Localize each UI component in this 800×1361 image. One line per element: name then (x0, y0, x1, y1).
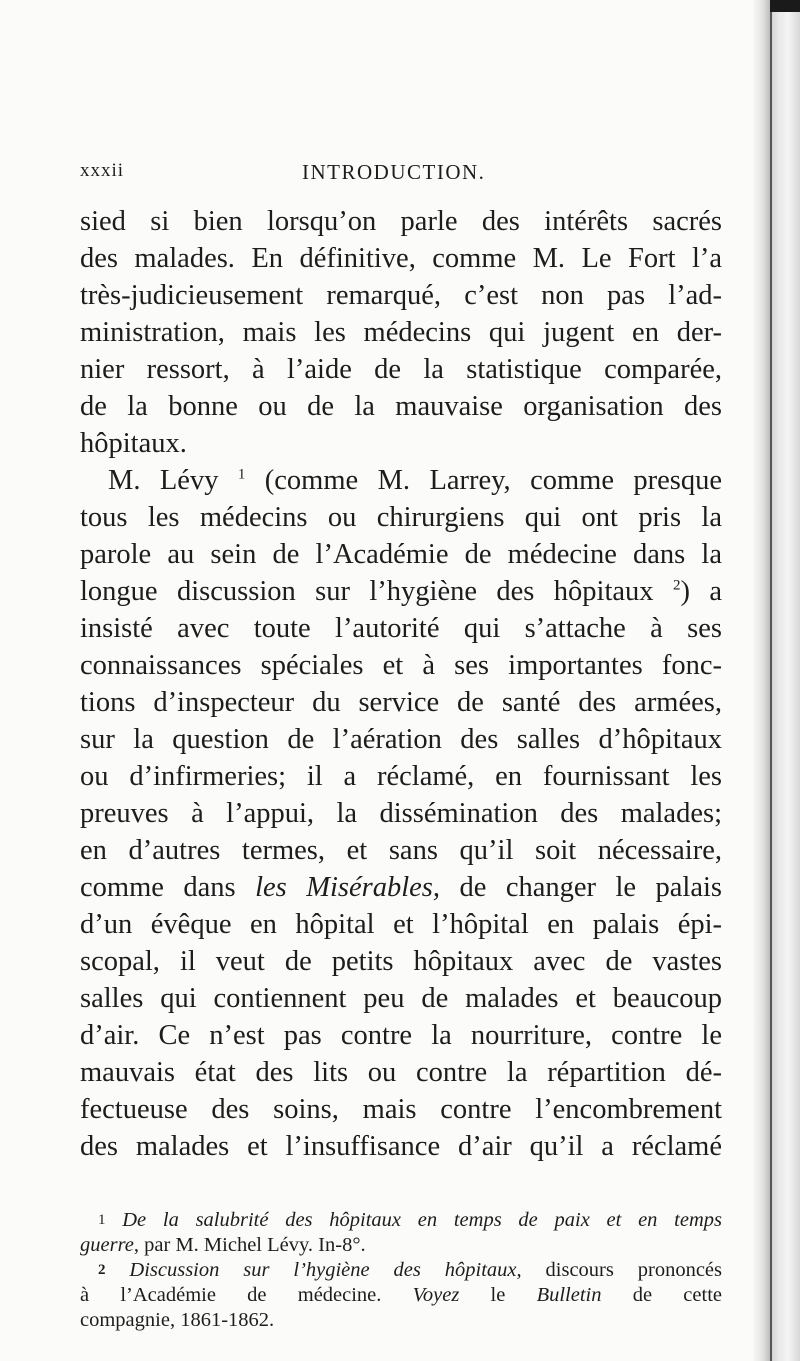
text-line: en d’autres termes, et sans qu’il soit nécessaire, (80, 835, 722, 866)
text-line: salles qui contiennent peu de malades et beaucoup (80, 983, 722, 1014)
footnote-text: discours prononcés (521, 1259, 722, 1281)
italic-title: les Misérables, (255, 872, 440, 903)
running-head (80, 160, 720, 190)
text-line: scopal, il veut de petits hôpitaux avec de vastes (80, 946, 722, 977)
text-fragment: ) a (680, 576, 722, 607)
text-line: des malades et l’insuffisance d’air qu’il a réclamé (80, 1131, 722, 1162)
footnote-italic: Bulletin (536, 1284, 602, 1306)
text-line: de la bonne ou de la mauvaise organisation des (80, 391, 722, 422)
footnote-ref: 1 (237, 466, 246, 483)
text-line: tions d’inspecteur du service de santé des armées, (80, 687, 722, 718)
text-fragment: longue discussion sur l’hygiène des hôpitaux (80, 576, 654, 607)
text-line: sur la question de l’aération des salles d’hôpitaux (80, 724, 722, 755)
text-line: fectueuse des soins, mais contre l’encombrement (80, 1094, 722, 1125)
text-line: insisté avec toute l’autorité qui s’attache à ses (80, 613, 722, 644)
page-number: xxxii (80, 160, 125, 181)
footnote-ref: 2 (672, 577, 681, 594)
footnote-text: , par M. Michel Lévy. In-8°. (133, 1234, 366, 1256)
text-fragment: (comme M. Larrey, comme presque (245, 465, 723, 496)
footnote-2-end: compagnie, 1861-1862. (80, 1309, 275, 1331)
text-line: nier ressort, à l’aide de la statistique comparée, (80, 354, 722, 385)
text-line: d’un évêque en hôpital et l’hôpital en palais épi- (80, 909, 722, 940)
text-line: ministration, mais les médecins qui jugent en der- (80, 317, 722, 348)
book-edge (770, 0, 800, 1361)
footnote-1-continued (80, 1233, 722, 1258)
running-head-title: INTRODUCTION. (302, 160, 486, 184)
text-line: d’air. Ce n’est pas contre la nourriture, contre le (80, 1020, 722, 1051)
footnote-italic: Voyez (412, 1284, 460, 1306)
paragraph-start-line (80, 462, 722, 499)
text-line: sied si bien lorsqu’on parle des intérêts sacrés (80, 206, 722, 237)
text-line: connaissances spéciales et à ses importantes fonc- (80, 650, 722, 681)
footnote-italic: guerre (80, 1234, 134, 1256)
footnote-marker: 2 (98, 1262, 106, 1278)
text-line (80, 573, 722, 610)
page-gutter-shadow (752, 0, 770, 1361)
text-fragment: de changer le palais (439, 872, 722, 903)
footnotes (80, 1208, 722, 1333)
footnote-italic: Discussion sur l’hygiène des hôpitaux, (105, 1259, 522, 1281)
text-line: parole au sein de l’Académie de médecine dans la (80, 539, 722, 570)
footnote-italic: De la salubrité des hôpitaux en temps de paix et en temps (105, 1209, 722, 1231)
footnote-text: le (459, 1284, 537, 1306)
text-line: mauvais état des lits ou contre la répartition dé- (80, 1057, 722, 1088)
footnote-1 (80, 1208, 722, 1233)
footnote-text: à l’Académie de médecine. (80, 1284, 413, 1306)
text-line: hôpitaux. (80, 428, 187, 459)
text-fragment: comme dans (80, 872, 256, 903)
footnote-2-continued (80, 1283, 722, 1308)
text-line: preuves à l’appui, la dissémination des malades; (80, 798, 722, 829)
footnote-text: de cette (601, 1284, 722, 1306)
text-line (80, 869, 722, 906)
text-line: des malades. En définitive, comme M. Le Fort l’a (80, 243, 722, 274)
text-line: très-judicieusement remarqué, c’est non pas l’ad- (80, 280, 722, 311)
book-edge-top (770, 0, 800, 12)
footnote-marker: 1 (98, 1212, 106, 1228)
book-edge-line (770, 0, 772, 1361)
text-fragment: M. Lévy (108, 465, 219, 496)
text-line: tous les médecins ou chirurgiens qui ont pris la (80, 502, 722, 533)
body-text (80, 203, 722, 1165)
text-line: ou d’infirmeries; il a réclamé, en fournissant les (80, 761, 722, 792)
footnote-2 (80, 1258, 722, 1283)
